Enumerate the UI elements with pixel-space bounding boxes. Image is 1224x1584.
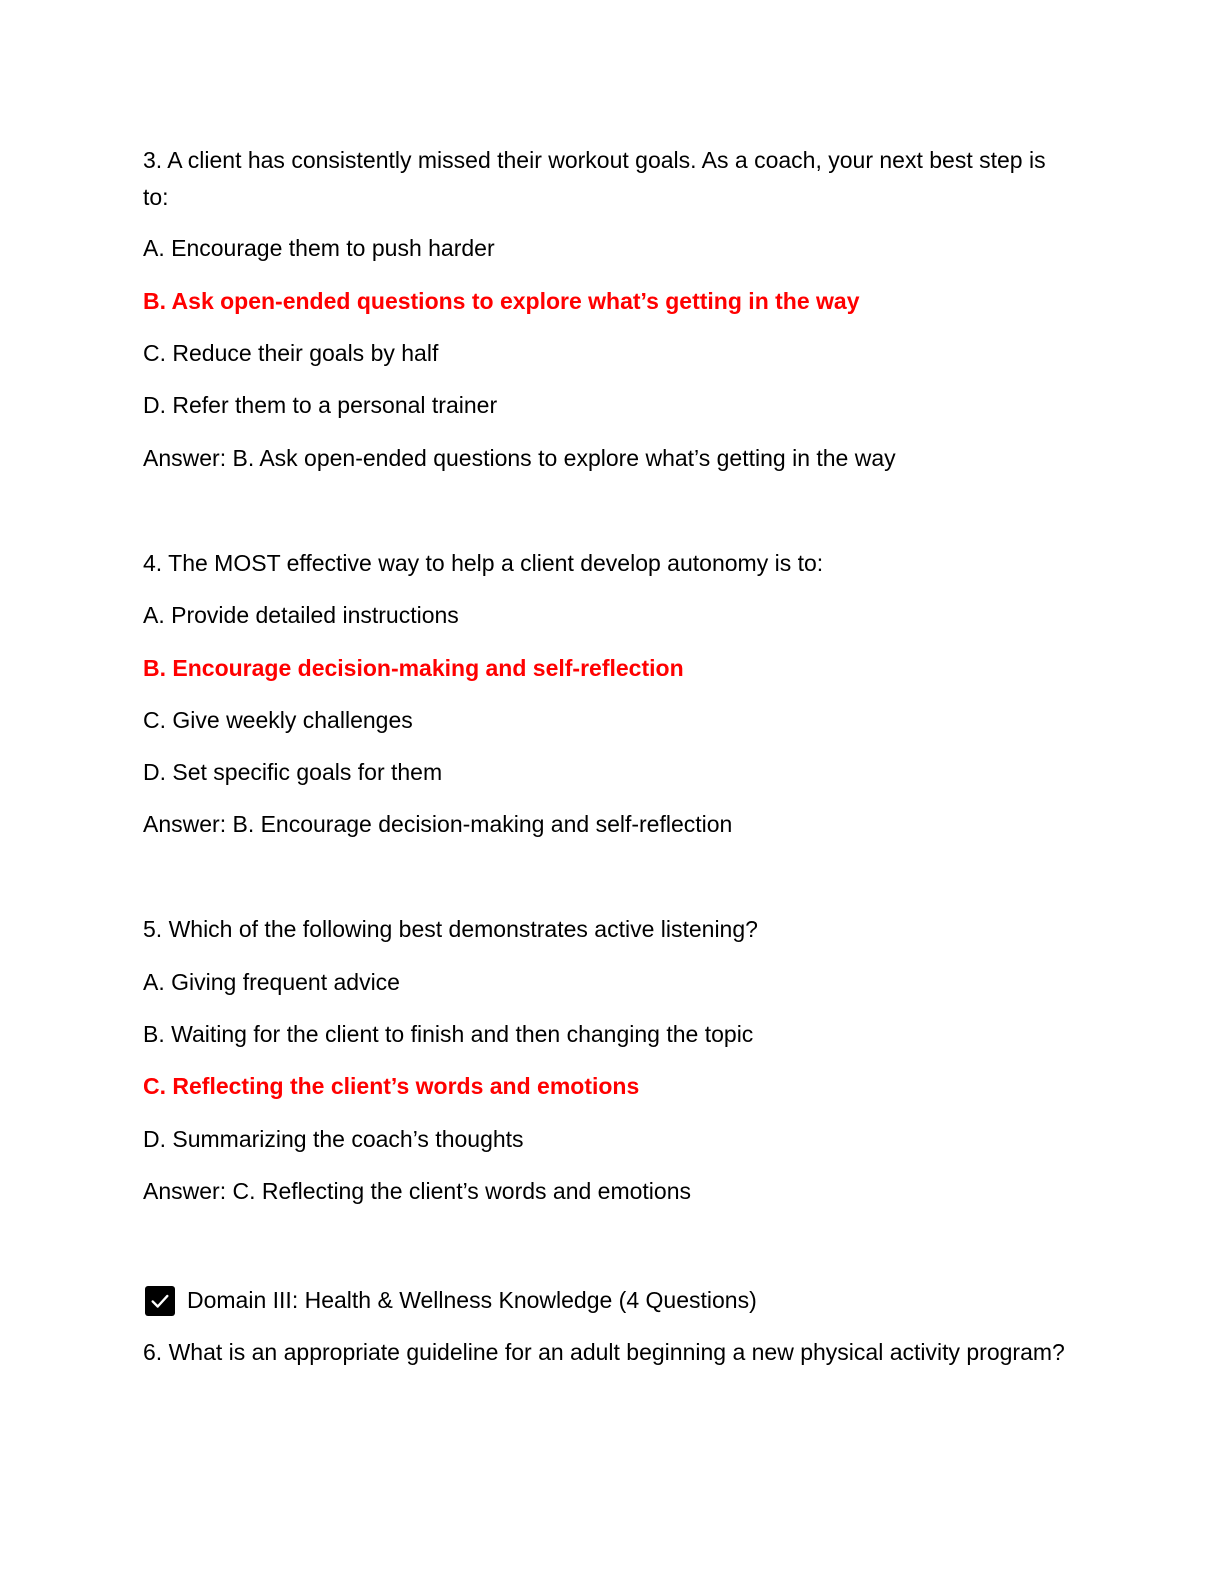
question-5-option-a: A. Giving frequent advice — [143, 969, 400, 995]
question-5-answer: Answer: C. Reflecting the client’s words and emotions — [143, 1178, 692, 1204]
domain-heading — [145, 1282, 757, 1319]
check-mark-icon — [145, 1286, 175, 1316]
question-4-option-c: C. Give weekly challenges — [143, 707, 413, 733]
question-3-option-d: D. Refer them to a personal trainer — [143, 392, 498, 418]
question-4-option-a: A. Provide detailed instructions — [143, 602, 459, 628]
question-5-option-c-correct: C. Reflecting the client’s words and emotions — [143, 1073, 640, 1099]
domain-heading-text: Domain III: Health & Wellness Knowledge (4 Questions) — [187, 1287, 757, 1313]
question-5-option-b: B. Waiting for the client to finish and then changing the topic — [143, 1021, 754, 1047]
question-5-prompt: 5. Which of the following best demonstrates active listening? — [143, 916, 758, 942]
question-3-option-c: C. Reduce their goals by half — [143, 340, 439, 366]
question-4-prompt: 4. The MOST effective way to help a client develop autonomy is to: — [143, 550, 824, 576]
question-4-answer: Answer: B. Encourage decision-making and self-reflection — [143, 811, 733, 837]
question-5-option-d: D. Summarizing the coach’s thoughts — [143, 1126, 524, 1152]
question-4-option-d: D. Set specific goals for them — [143, 759, 443, 785]
question-3-option-b-correct: B. Ask open-ended questions to explore what’s getting in the way — [143, 288, 860, 314]
question-3-option-a: A. Encourage them to push harder — [143, 235, 495, 261]
question-6-prompt: 6. What is an appropriate guideline for an adult beginning a new physical activity program? — [143, 1339, 1065, 1365]
question-4-option-b-correct: B. Encourage decision-making and self-reflection — [143, 655, 684, 681]
question-3-answer: Answer: B. Ask open-ended questions to explore what’s getting in the way — [143, 445, 896, 471]
question-3-prompt: 3. A client has consistently missed their workout goals. As a coach, your next best step is to: — [143, 147, 1046, 210]
